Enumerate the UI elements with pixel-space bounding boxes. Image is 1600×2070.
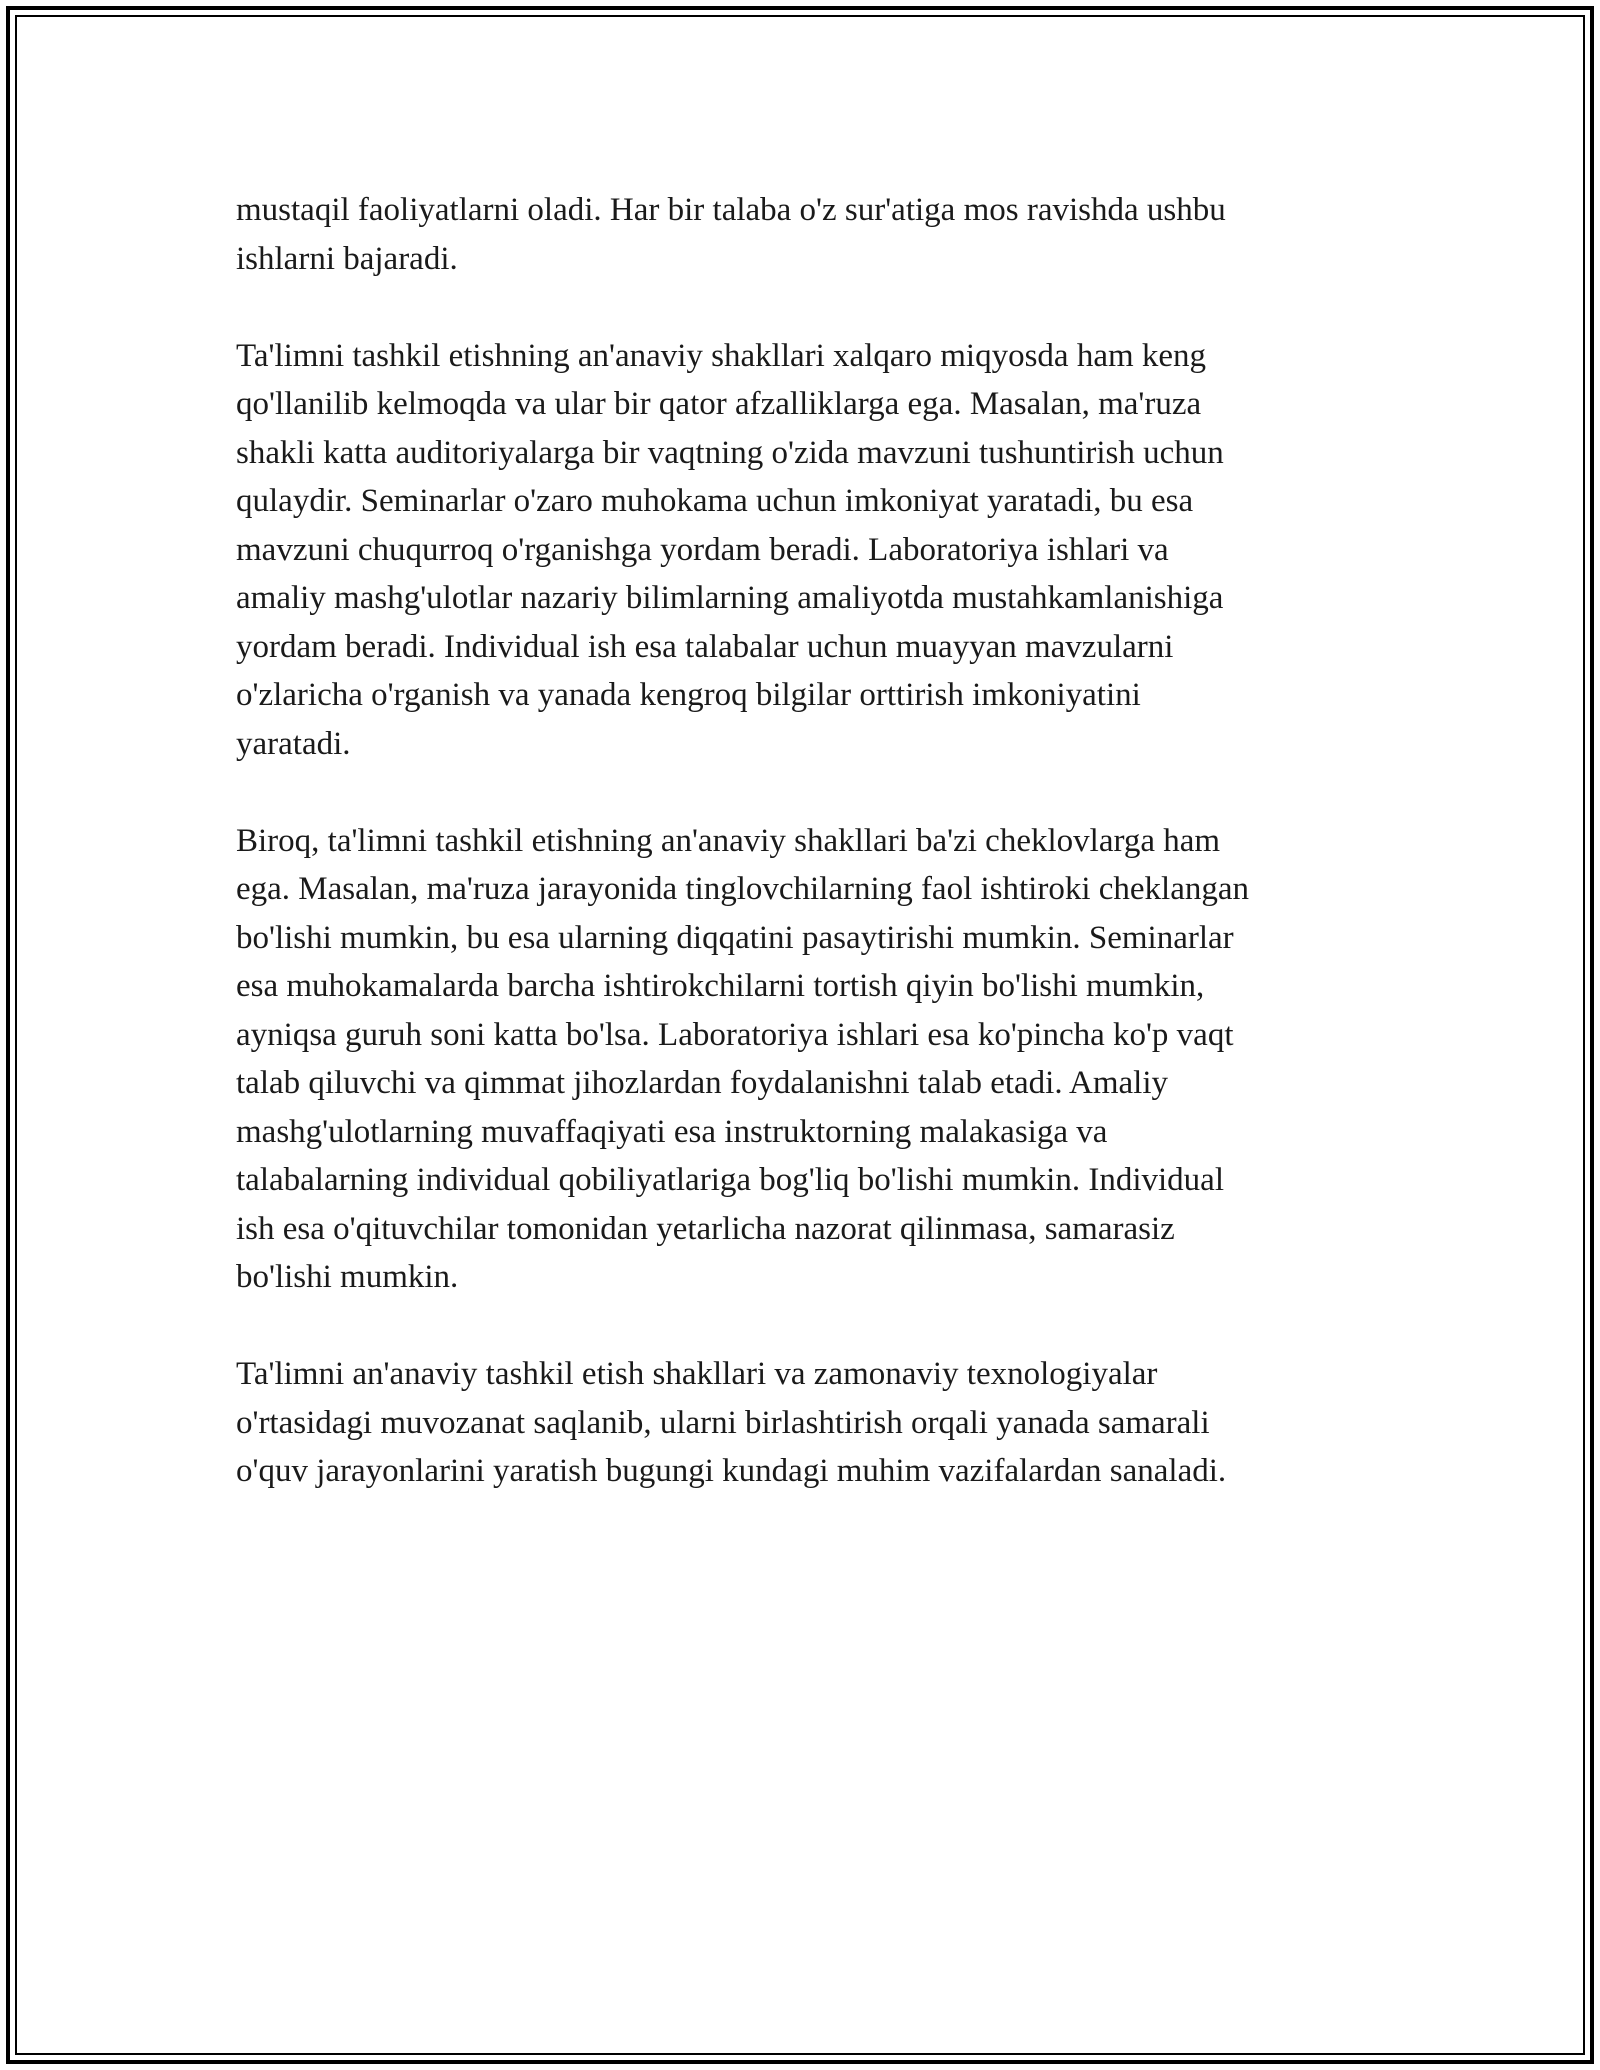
paragraph-advantages: Ta'limni tashkil etishning an'anaviy shakllari xalqaro miqyosda ham keng qo'llanilib kelmoqda va ular bir qator afzalliklarga ega. Masalan, ma'ruza shakli katta auditoriyalarga bir vaqtning o'zida mavzuni tushuntirish uchun qulaydir. Seminarlar o'zaro muhokama uchun imkoniyat yaratadi, bu esa mavzuni chuqurroq o'rganishga yordam beradi. Laboratoriya ishlari va amaliy mashg'ulotlar nazariy bilimlarning amaliyotda mustahkamlanishiga yordam beradi. Individual ish esa talabalar uchun muayyan mavzularni o'zlaricha o'rganish va yanada kengroq bilgilar orttirish imkoniyatini yaratadi. (236, 337, 1224, 762)
paragraph-limitations: Biroq, ta'limni tashkil etishning an'anaviy shakllari ba'zi cheklovlarga ham ega. Masalan, ma'ruza jarayonida tinglovchilarning faol ishtiroki cheklangan bo'lishi mumkin, bu esa ularning diqqatini pasaytirishi mumkin. Seminarlar esa muhokamalarda barcha ishtirokchilarni tortish qiyin bo'lishi mumkin, ayniqsa guruh soni katta bo'lsa. Laboratoriya ishlari esa ko'pincha ko'p vaqt talab qiluvchi va qimmat jihozlardan foydalanishni talab etadi. Amaliy mashg'ulotlarning muvaffaqiyati esa instruktorning malakasiga va talabalarning individual qobiliyatlariga bog'liq bo'lishi mumkin. Individual ish esa o'qituvchilar tomonidan yetarlicha nazorat qilinmasa, samarasiz bo'lishi mumkin. (236, 822, 1250, 1295)
paragraph-conclusion: Ta'limni an'anaviy tashkil etish shakllari va zamonaviy texnologiyalar o'rtasidagi muvozanat saqlanib, ularni birlashtirish orqali yanada samarali o'quv jarayonlarini yaratish bugungi kundagi muhim vazifalardan sanaladi. (236, 1356, 1227, 1489)
document-body (236, 186, 1386, 1544)
paragraph-continuation: mustaqil faoliyatlarni oladi. Har bir talaba o'z sur'atiga mos ravishda ushbu ishlarni bajaradi. (236, 192, 1226, 277)
